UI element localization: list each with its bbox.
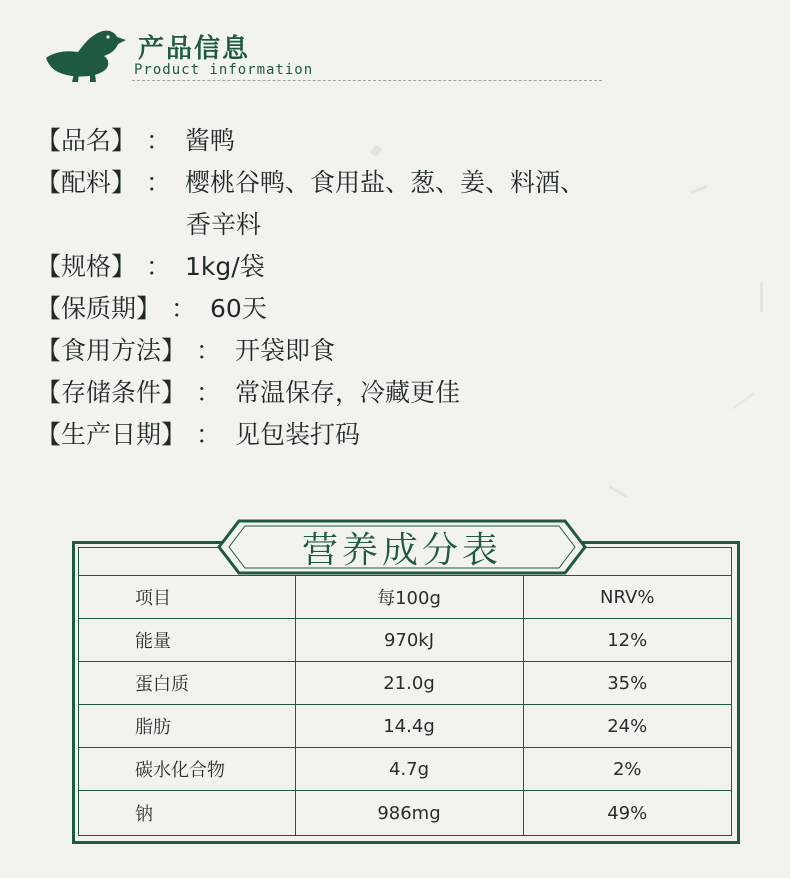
info-label: 【规格】 xyxy=(36,252,137,281)
paper-texture xyxy=(609,485,628,498)
nutrition-title: 营养成分表 xyxy=(301,529,502,571)
table-row xyxy=(79,705,731,748)
table-header: 项目 xyxy=(79,576,295,619)
table-cell-nrv: 12% xyxy=(523,619,731,662)
table-cell-per100g: 21.0g xyxy=(295,662,523,705)
info-value: 1kg/袋 xyxy=(185,252,265,281)
info-label: 【品名】 xyxy=(36,126,137,155)
info-value: 常温保存，冷藏更佳 xyxy=(235,378,461,407)
info-value: 香辛料 xyxy=(186,210,262,239)
info-row-spec xyxy=(36,246,756,288)
table-cell-item: 碳水化合物 xyxy=(79,748,295,791)
paper-texture xyxy=(760,282,763,312)
table-cell-per100g: 986mg xyxy=(295,791,523,836)
info-colon: ： xyxy=(196,420,222,449)
nutrition-table xyxy=(79,575,731,835)
info-label: 【存储条件】 xyxy=(36,378,187,407)
product-info-list xyxy=(36,120,756,456)
table-row xyxy=(79,791,731,836)
info-colon: ： xyxy=(146,126,172,155)
info-label: 【生产日期】 xyxy=(36,420,187,449)
info-value: 见包装打码 xyxy=(235,420,361,449)
info-row-shelf-life xyxy=(36,288,756,330)
info-value: 酱鸭 xyxy=(185,126,236,155)
table-cell-per100g: 970kJ xyxy=(295,619,523,662)
info-value: 60天 xyxy=(210,294,267,323)
divider xyxy=(132,80,602,81)
info-value: 樱桃谷鸭、食用盐、葱、姜、料酒、 xyxy=(185,168,586,197)
table-cell-item: 蛋白质 xyxy=(79,662,295,705)
info-colon: ： xyxy=(196,378,222,407)
table-cell-nrv: 49% xyxy=(523,791,731,836)
info-colon: ： xyxy=(146,252,172,281)
info-row-name xyxy=(36,120,756,162)
info-colon: ： xyxy=(171,294,197,323)
table-cell-nrv: 24% xyxy=(523,705,731,748)
info-colon: ： xyxy=(196,336,222,365)
table-cell-per100g: 4.7g xyxy=(295,748,523,791)
info-colon: ： xyxy=(146,168,172,197)
table-header: NRV% xyxy=(523,576,731,619)
section-header xyxy=(0,0,790,100)
table-header-row xyxy=(79,576,731,619)
nutrition-table-panel xyxy=(72,529,740,844)
table-cell-nrv: 2% xyxy=(523,748,731,791)
table-cell-item: 能量 xyxy=(79,619,295,662)
info-row-ingredients-cont xyxy=(36,204,756,246)
info-row-storage xyxy=(36,372,756,414)
info-row-usage xyxy=(36,330,756,372)
info-row-ingredients xyxy=(36,162,756,204)
info-label: 【食用方法】 xyxy=(36,336,187,365)
info-label: 【保质期】 xyxy=(36,294,162,323)
table-cell-nrv: 35% xyxy=(523,662,731,705)
table-row xyxy=(79,619,731,662)
table-cell-item: 脂肪 xyxy=(79,705,295,748)
duck-icon xyxy=(44,22,128,82)
info-label: 【配料】 xyxy=(36,168,137,197)
page-subtitle: Product information xyxy=(134,62,314,78)
info-value: 开袋即食 xyxy=(235,336,336,365)
table-cell-per100g: 14.4g xyxy=(295,705,523,748)
table-cell-item: 钠 xyxy=(79,791,295,836)
info-row-production-date xyxy=(36,414,756,456)
table-row xyxy=(79,748,731,791)
table-row xyxy=(79,662,731,705)
page-title: 产品信息 xyxy=(138,34,251,64)
table-header: 每100g xyxy=(295,576,523,619)
